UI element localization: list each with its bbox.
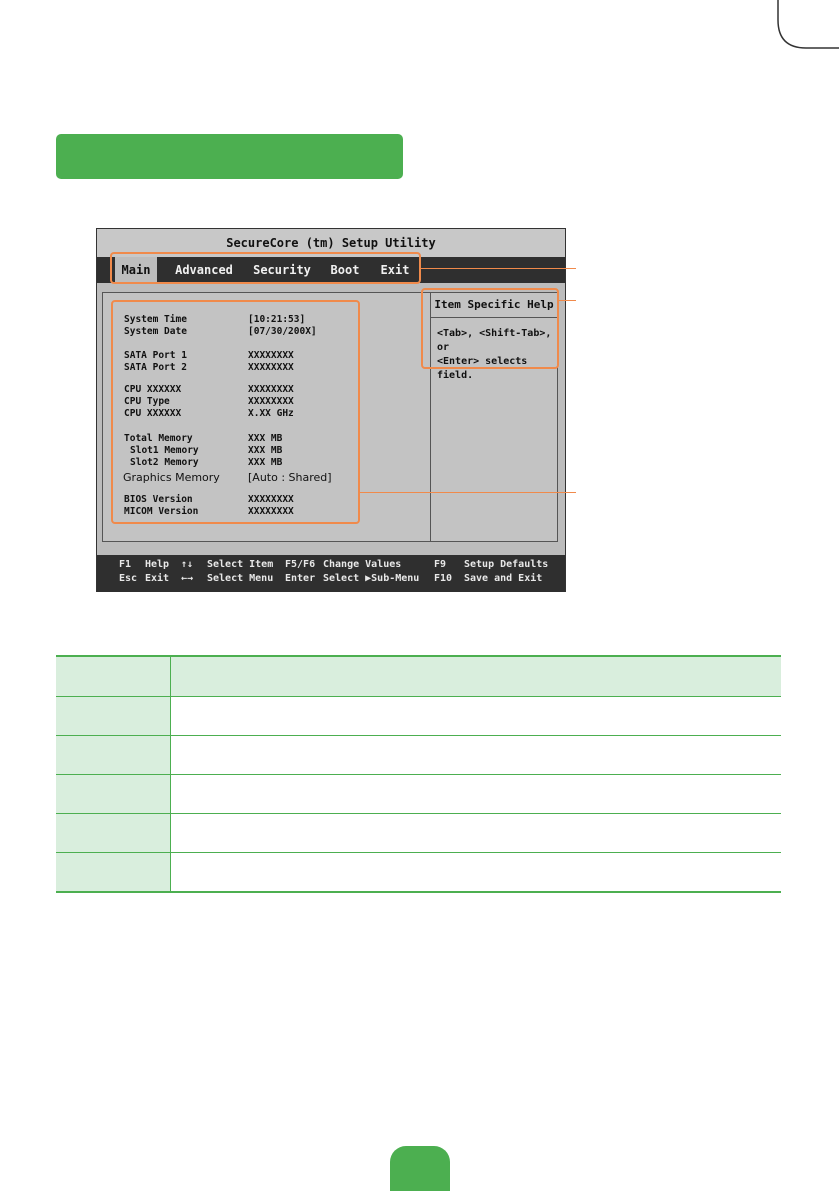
field-label: Total Memory [124, 433, 193, 444]
key-f1: F1 [119, 559, 132, 570]
field-value: XXXXXXXX [248, 494, 294, 505]
fields-callout-box [111, 300, 360, 524]
key-help: Help [145, 559, 170, 570]
table-row [56, 736, 781, 775]
field-value: XXXXXXXX [248, 506, 294, 517]
table-row [56, 853, 781, 893]
field-label: Slot1 Memory [130, 445, 199, 456]
menu-callout-leader [421, 268, 576, 269]
key-exit: Exit [145, 573, 170, 584]
table-cell [56, 736, 171, 775]
field-label: System Date [124, 326, 187, 337]
key-f9: F9 [434, 559, 447, 570]
table-cell [171, 814, 782, 853]
key-select-menu: Select Menu [207, 573, 274, 584]
table-cell [56, 814, 171, 853]
field-label: Graphics Memory [123, 471, 220, 484]
bios-title: SecureCore (tm) Setup Utility [97, 229, 565, 257]
field-label: CPU Type [124, 396, 170, 407]
table-cell [56, 853, 171, 893]
key-f10: F10 [434, 573, 453, 584]
field-value: XXX MB [248, 433, 283, 444]
table-cell [56, 697, 171, 736]
table-header-cell [56, 656, 171, 697]
section-header-bar [56, 134, 403, 179]
bios-footer [97, 555, 565, 592]
field-label: CPU XXXXXX [124, 408, 182, 419]
table-header-row [56, 656, 781, 697]
table-row [56, 775, 781, 814]
bios-menu-boot[interactable]: Boot [330, 263, 360, 277]
page-corner-curve [0, 0, 839, 80]
bios-menu-main[interactable]: Main [115, 257, 157, 283]
key-select-item: Select Item [207, 559, 274, 570]
help-callout-leader [559, 300, 576, 301]
key-f5f6: F5/F6 [285, 559, 316, 570]
bios-menu-security[interactable]: Security [253, 263, 311, 277]
key-updown: ↑↓ [181, 559, 194, 570]
fields-callout-leader [360, 492, 576, 493]
key-select-submenu: Select ▶Sub-Menu [323, 573, 420, 584]
field-label: Slot2 Memory [130, 457, 199, 468]
field-label: BIOS Version [124, 494, 193, 505]
page-number-tab [390, 1146, 450, 1191]
bios-menu-exit[interactable]: Exit [380, 263, 410, 277]
bios-menu-advanced[interactable]: Advanced [175, 263, 233, 277]
table-cell [171, 736, 782, 775]
description-table [56, 655, 781, 893]
table-cell [171, 775, 782, 814]
field-label: SATA Port 1 [124, 350, 187, 361]
table-header-cell [171, 656, 782, 697]
field-value: XXX MB [248, 445, 283, 456]
field-value: X.XX GHz [248, 408, 294, 419]
help-title: Item Specific Help [431, 293, 557, 318]
help-line: <Enter> selects field. [437, 356, 528, 381]
field-label: SATA Port 2 [124, 362, 187, 373]
field-value: XXXXXXXX [248, 396, 294, 407]
key-leftright: ←→ [181, 573, 194, 584]
field-value: XXXXXXXX [248, 384, 294, 395]
key-save-exit: Save and Exit [464, 573, 543, 584]
table-cell [171, 853, 782, 893]
field-value[interactable]: [10:21:53] [248, 314, 306, 325]
table-row [56, 814, 781, 853]
field-value[interactable]: [07/30/200X] [248, 326, 317, 337]
help-callout-box [421, 288, 559, 369]
key-esc: Esc [119, 573, 138, 584]
field-value: XXXXXXXX [248, 362, 294, 373]
table-cell [56, 775, 171, 814]
field-value: XXXXXXXX [248, 350, 294, 361]
field-value: XXX MB [248, 457, 283, 468]
table-row [56, 697, 781, 736]
key-setup-defaults: Setup Defaults [464, 559, 549, 570]
field-value[interactable]: [Auto : Shared] [248, 471, 332, 484]
key-change-values: Change Values [323, 559, 402, 570]
help-line: <Tab>, <Shift-Tab>, or [437, 328, 552, 353]
menu-callout-box [110, 252, 421, 284]
field-label: CPU XXXXXX [124, 384, 182, 395]
field-label: System Time [124, 314, 187, 325]
field-label: MICOM Version [124, 506, 199, 517]
table-cell [171, 697, 782, 736]
key-enter: Enter [285, 573, 316, 584]
